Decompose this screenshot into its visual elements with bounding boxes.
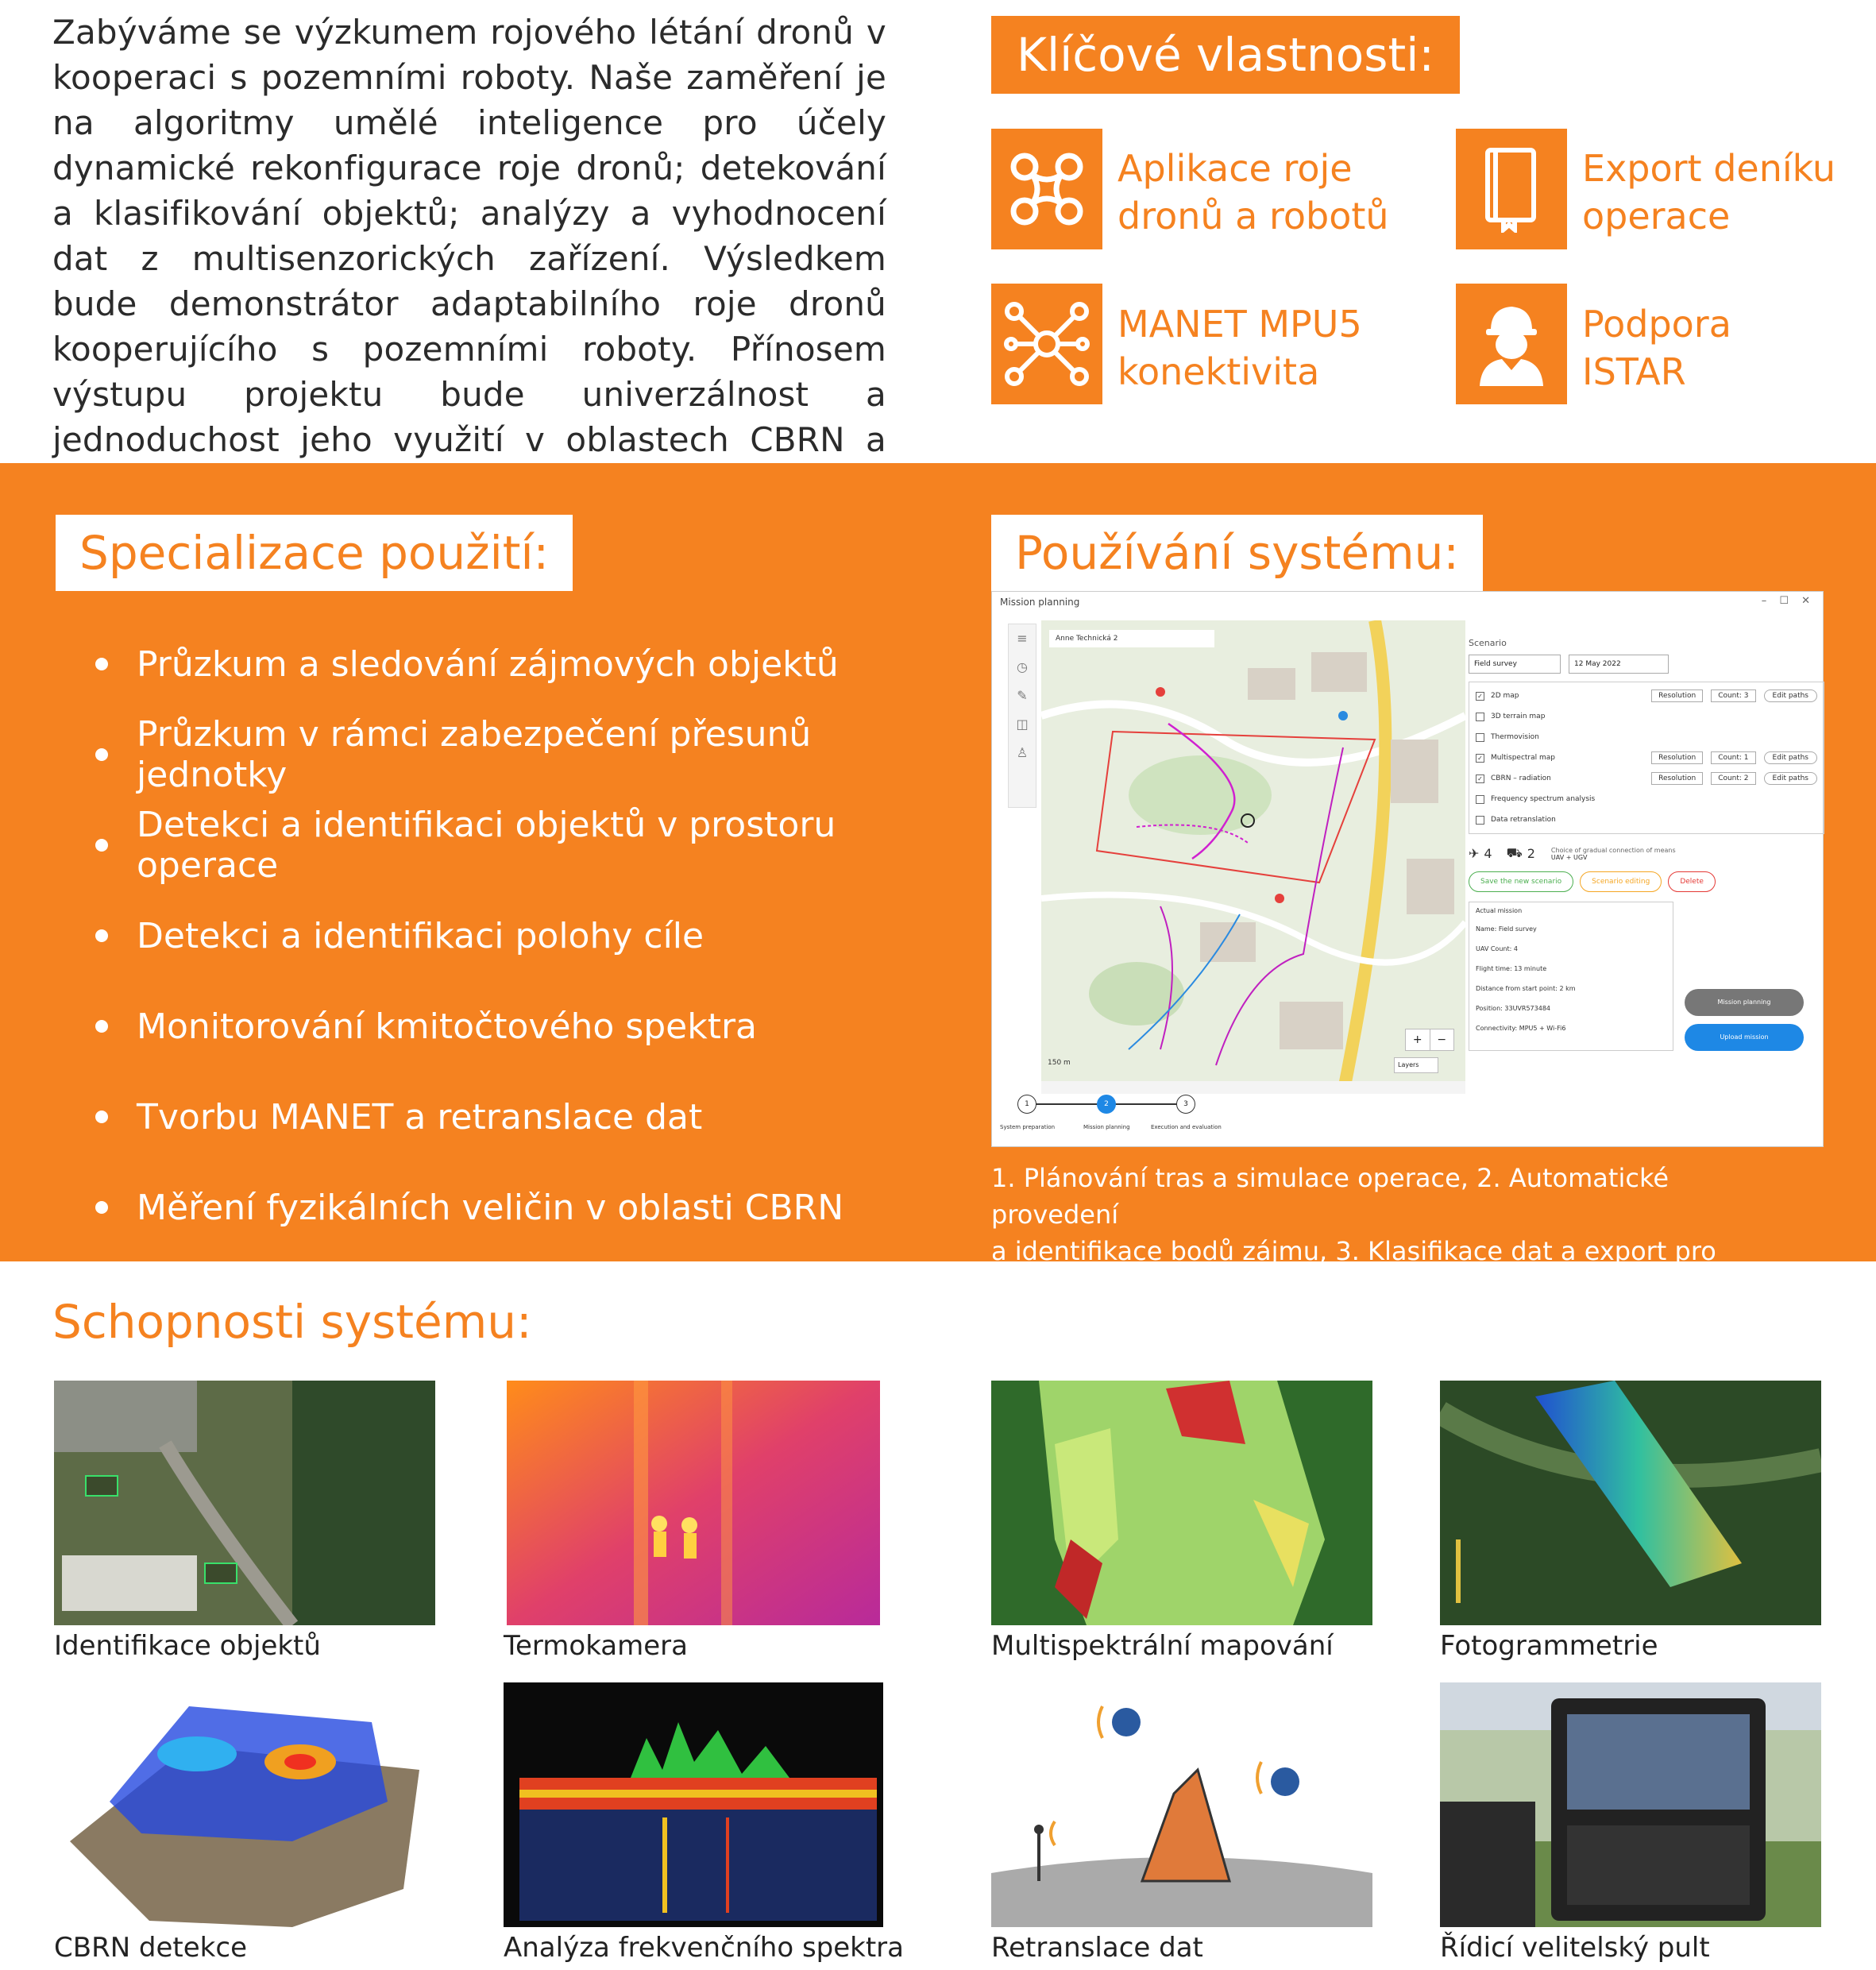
capability-label: Multispektrální mapování bbox=[991, 1630, 1334, 1662]
layer-label: 3D terrain map bbox=[1491, 713, 1546, 720]
bullet-dot bbox=[95, 1020, 108, 1033]
capability-label: Fotogrammetrie bbox=[1440, 1630, 1658, 1662]
step-circle[interactable]: 3 bbox=[1176, 1095, 1195, 1114]
data-retranslation-image bbox=[991, 1682, 1372, 1927]
layer-row[interactable] bbox=[1476, 747, 1817, 768]
actual-mission-panel bbox=[1469, 902, 1673, 1051]
list-item bbox=[95, 640, 953, 688]
caption-line: 1. Plánování tras a simulace operace, 2. Automatické provedení bbox=[991, 1163, 1669, 1230]
bullet-text: Měření fyzikálních veličin v oblasti CBRN bbox=[137, 1187, 844, 1228]
layer-row[interactable] bbox=[1476, 686, 1817, 706]
bullet-dot bbox=[95, 839, 108, 852]
bullet-text: Monitorování kmitočtového spektra bbox=[137, 1006, 758, 1047]
spectrum-analysis-image bbox=[504, 1682, 883, 1927]
bullet-dot bbox=[95, 929, 108, 942]
layer-label: 2D map bbox=[1491, 692, 1519, 700]
step-label: Mission planning bbox=[1083, 1124, 1130, 1130]
photogrammetry-image bbox=[1440, 1381, 1821, 1625]
bullet-text: Detekci a identifikaci polohy cíle bbox=[137, 915, 704, 956]
list-item bbox=[95, 1002, 953, 1050]
feature-label-line1: Export deníku bbox=[1582, 147, 1836, 190]
checkbox[interactable] bbox=[1476, 713, 1484, 721]
feature-label-line2: ISTAR bbox=[1582, 350, 1686, 393]
capability-label: Řídicí velitelský pult bbox=[1440, 1932, 1710, 1964]
feature-export bbox=[1582, 145, 1835, 240]
zoom-in-button[interactable]: + bbox=[1412, 1033, 1422, 1046]
layer-row[interactable] bbox=[1476, 809, 1817, 830]
layer-row[interactable] bbox=[1476, 768, 1817, 789]
mission-row: Flight time: 13 minute bbox=[1476, 965, 1547, 972]
soldier-icon bbox=[1456, 284, 1567, 404]
upload-mission-button[interactable]: Upload mission bbox=[1685, 1024, 1804, 1051]
network-icon bbox=[991, 284, 1102, 404]
key-features-title: Klíčové vlastnosti: bbox=[991, 16, 1460, 94]
scale-label: 150 m bbox=[1048, 1059, 1071, 1067]
map-graphic bbox=[1041, 620, 1465, 1094]
capabilities-title: Schopnosti systému: bbox=[52, 1295, 532, 1349]
uav-count: 4 bbox=[1484, 846, 1492, 861]
step-label: System preparation bbox=[1000, 1124, 1056, 1130]
feature-swarm bbox=[1117, 145, 1389, 240]
checkbox[interactable]: ✓ bbox=[1476, 692, 1484, 701]
specialization-list bbox=[95, 640, 953, 1231]
capability-label: Analýza frekvenčního spektra bbox=[504, 1932, 904, 1964]
zoom-out-button[interactable]: − bbox=[1430, 1029, 1454, 1050]
mission-row: Name: Field survey bbox=[1476, 925, 1537, 933]
command-console-image bbox=[1440, 1682, 1821, 1927]
layer-row[interactable] bbox=[1476, 789, 1817, 809]
checkbox[interactable] bbox=[1476, 733, 1484, 742]
date-input[interactable]: 12 May 2022 bbox=[1569, 655, 1669, 674]
resolution-select[interactable]: Resolution bbox=[1651, 690, 1703, 702]
edit-paths-button[interactable]: Edit paths bbox=[1764, 690, 1817, 702]
bullet-text: Tvorbu MANET a retranslace dat bbox=[137, 1096, 703, 1138]
list-item bbox=[95, 1093, 953, 1141]
window-title: Mission planning bbox=[1000, 597, 1080, 608]
notebook-icon bbox=[1456, 129, 1567, 249]
list-item bbox=[95, 714, 953, 795]
cbrn-detection-image bbox=[54, 1682, 435, 1927]
capability-label: Termokamera bbox=[504, 1630, 688, 1662]
layer-label: Thermovision bbox=[1491, 733, 1539, 741]
bullet-text: Průzkum a sledování zájmových objektů bbox=[137, 643, 839, 685]
delete-button[interactable]: Delete bbox=[1668, 871, 1716, 892]
edit-scenario-button[interactable]: Scenario editing bbox=[1580, 871, 1662, 892]
save-scenario-button[interactable]: Save the new scenario bbox=[1469, 871, 1573, 892]
count-stepper[interactable]: Count: 1 bbox=[1711, 751, 1755, 764]
mission-row: UAV Count: 4 bbox=[1476, 945, 1518, 952]
tool-icons[interactable]: ≡ ◷ ✎ ◫ ♙ bbox=[1016, 631, 1029, 760]
mission-row: Distance from start point: 2 km bbox=[1476, 985, 1576, 992]
layers-button[interactable]: Layers bbox=[1394, 1057, 1438, 1073]
layer-label: Multispectral map bbox=[1491, 754, 1555, 762]
layer-label: CBRN – radiation bbox=[1491, 774, 1551, 782]
edit-paths-button[interactable]: Edit paths bbox=[1764, 772, 1817, 785]
list-item bbox=[95, 912, 953, 960]
checkbox[interactable] bbox=[1476, 795, 1484, 804]
capability-label: Retranslace dat bbox=[991, 1932, 1203, 1964]
mission-planning-button[interactable]: Mission planning bbox=[1685, 989, 1804, 1016]
drone-icon bbox=[991, 129, 1102, 249]
plane-icon: ✈ bbox=[1469, 846, 1480, 861]
map-search-input[interactable]: Anne Technická 2 bbox=[1049, 630, 1214, 647]
count-stepper[interactable]: Count: 2 bbox=[1711, 772, 1755, 785]
zoom-controls bbox=[1405, 1029, 1454, 1051]
edit-paths-button[interactable]: Edit paths bbox=[1764, 751, 1817, 764]
feature-label-line2: operace bbox=[1582, 195, 1731, 238]
bullet-dot bbox=[95, 1201, 108, 1214]
step-circle-active[interactable]: 2 bbox=[1097, 1095, 1116, 1114]
actual-mission-title: Actual mission bbox=[1476, 907, 1523, 914]
means-row bbox=[1469, 845, 1821, 862]
bullet-text: Detekci a identifikaci objektů v prostoru operace bbox=[137, 805, 836, 886]
layer-row[interactable] bbox=[1476, 727, 1817, 747]
usage-caption bbox=[991, 1160, 1785, 1306]
bullet-dot bbox=[95, 658, 108, 670]
scenario-panel bbox=[1469, 624, 1821, 1051]
capability-label: Identifikace objektů bbox=[54, 1630, 321, 1662]
feature-manet bbox=[1117, 300, 1362, 396]
multispectral-image bbox=[991, 1381, 1372, 1625]
count-stepper[interactable]: Count: 3 bbox=[1711, 690, 1755, 702]
feature-label-line2: konektivita bbox=[1117, 350, 1320, 393]
layers-box bbox=[1469, 682, 1824, 834]
car-icon: ⛟ bbox=[1506, 845, 1523, 860]
mission-planning-screenshot bbox=[991, 591, 1824, 1147]
scenario-actions bbox=[1469, 871, 1821, 892]
ugv-count: 2 bbox=[1527, 846, 1535, 861]
layer-row[interactable] bbox=[1476, 706, 1817, 727]
connection-label: Choice of gradual connection of means bbox=[1550, 846, 1676, 854]
thermal-camera-image bbox=[507, 1381, 880, 1625]
resolution-select[interactable]: Resolution bbox=[1651, 772, 1703, 785]
connection-value: UAV + UGV bbox=[1550, 853, 1588, 861]
mission-row: Connectivity: MPU5 + Wi-Fi6 bbox=[1476, 1025, 1566, 1032]
usage-title: Používání systému: bbox=[991, 515, 1483, 591]
feature-label-line1: MANET MPU5 bbox=[1117, 303, 1362, 346]
intro-paragraph: Zabýváme se výzkumem rojového létání dronů v kooperaci s pozemními roboty. Naše zaměření je na algoritmy umělé inteligence pro účely dynamické rekonfigurace roje dronů; detekování a klasifikování objektů; analýzy a vyhodnocení dat z multisenzorických zařízení. Výsledkem bude demonstrátor adaptabilního roje dronů kooperujícího s pozemními roboty. Přínosem výstupu projektu bude univerzálnost a jednoduchost jeho využití v oblastech CBRN a bbox=[52, 13, 886, 459]
object-identification-image bbox=[54, 1381, 435, 1625]
scenario-label: Scenario bbox=[1469, 638, 1507, 648]
step-label: Execution and evaluation bbox=[1151, 1124, 1222, 1130]
map-view[interactable] bbox=[1041, 620, 1465, 1094]
checkbox[interactable]: ✓ bbox=[1476, 754, 1484, 763]
progress-steps bbox=[1000, 1092, 1238, 1140]
step-circle[interactable]: 1 bbox=[1017, 1095, 1036, 1114]
checkbox[interactable]: ✓ bbox=[1476, 774, 1484, 783]
checkbox[interactable] bbox=[1476, 816, 1484, 825]
bullet-dot bbox=[95, 1111, 108, 1123]
mission-row: Position: 33UVR573484 bbox=[1476, 1005, 1550, 1012]
map-toolbar bbox=[1008, 624, 1036, 808]
bullet-dot bbox=[95, 748, 108, 761]
connection-select[interactable] bbox=[1551, 847, 1758, 861]
specialization-title: Specializace použití: bbox=[56, 515, 573, 591]
scenario-select[interactable]: Field survey bbox=[1469, 655, 1561, 674]
caption-line: a identifikace bodů zájmu, 3. Klasifikace dat a export pro velitele bbox=[991, 1236, 1716, 1303]
resolution-select[interactable]: Resolution bbox=[1651, 751, 1703, 764]
list-item bbox=[95, 1184, 953, 1231]
list-item bbox=[95, 805, 953, 886]
feature-label-line1: Aplikace roje bbox=[1117, 147, 1353, 190]
layer-label: Data retranslation bbox=[1491, 816, 1556, 824]
bullet-text: Průzkum v rámci zabezpečení přesunů jednotky bbox=[137, 714, 812, 795]
feature-istar bbox=[1582, 300, 1731, 396]
window-controls[interactable]: – ☐ ✕ bbox=[1761, 595, 1815, 607]
capability-label: CBRN detekce bbox=[54, 1932, 247, 1964]
layer-label: Frequency spectrum analysis bbox=[1491, 795, 1596, 803]
feature-label-line2: dronů a robotů bbox=[1117, 195, 1389, 238]
feature-label-line1: Podpora bbox=[1582, 303, 1731, 346]
